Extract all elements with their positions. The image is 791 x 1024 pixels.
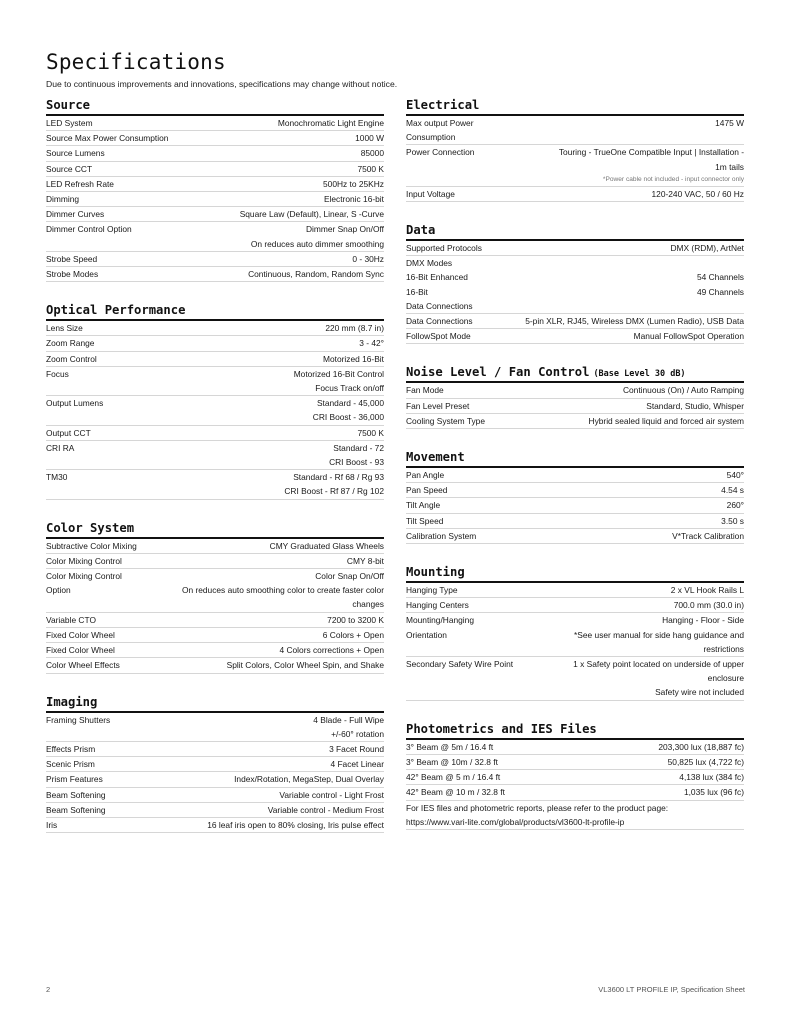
spec-value	[461, 187, 744, 201]
spec-row	[406, 187, 744, 202]
spec-value	[474, 270, 744, 284]
section-title: Source	[46, 97, 384, 116]
spec-row	[46, 628, 384, 643]
spec-value	[102, 613, 384, 627]
spec-row	[406, 529, 744, 544]
spec-label: Fixed Color Wheel	[46, 645, 115, 656]
spec-label: Data Connections	[406, 300, 473, 311]
page-subtitle: Due to continuous improvements and innovations, specifications may change without notice.	[46, 79, 398, 89]
spec-value	[97, 426, 384, 440]
spec-value-line: 540°	[726, 470, 744, 481]
spec-label: Source Max Power Consumption	[46, 133, 169, 144]
spec-row	[46, 352, 384, 367]
spec-row	[406, 299, 744, 314]
spec-label: Beam Softening	[46, 804, 106, 815]
spec-label: Beam Softening	[46, 789, 106, 800]
spec-value	[112, 788, 384, 802]
spec-row	[406, 583, 744, 598]
section-title: Color System	[46, 520, 384, 539]
spec-value-line: 16 leaf iris open to 80% closing, Iris pulse effect	[207, 819, 384, 830]
spec-value-line: 1 x Safety point located on underside of upper	[573, 659, 744, 670]
spec-row	[46, 162, 384, 177]
spec-label: Fan Mode	[406, 385, 444, 396]
ies-note-text: For IES files and photometric reports, please refer to the product page:	[406, 802, 669, 813]
spec-label: 42° Beam @ 5 m / 16.4 ft	[406, 772, 501, 783]
spec-row	[406, 755, 744, 770]
spec-label: Framing Shutters	[46, 714, 111, 725]
spec-row	[46, 146, 384, 161]
spec-value-line: 1,035 lux (96 fc)	[683, 787, 744, 798]
spec-table	[46, 116, 384, 282]
spec-label: 16-Bit Enhanced	[406, 272, 468, 283]
spec-label: Prism Features	[46, 774, 103, 785]
section-mounting	[406, 564, 744, 701]
spec-value	[506, 770, 744, 784]
spec-label: Dimming	[46, 194, 80, 205]
spec-row	[406, 514, 744, 529]
spec-row	[406, 598, 744, 613]
spec-table	[406, 116, 744, 202]
spec-value	[477, 329, 744, 343]
section-optical-performance	[46, 302, 384, 499]
spec-label: LED Refresh Rate	[46, 178, 114, 189]
spec-value-line: 700.0 mm (30.0 in)	[673, 600, 744, 611]
spec-value	[85, 192, 384, 206]
section-title-note: (Base Level 30 dB)	[593, 369, 686, 380]
spec-label: DMX Modes	[406, 258, 453, 269]
spec-value	[138, 222, 384, 250]
section-title	[406, 364, 744, 383]
spec-label: Strobe Speed	[46, 253, 98, 264]
spec-value-line: 50,825 lux (4,722 fc)	[667, 756, 744, 767]
spec-row	[406, 383, 744, 398]
spec-row	[46, 613, 384, 628]
spec-value	[89, 321, 384, 335]
spec-label: Zoom Control	[46, 353, 97, 364]
spec-value-line: Electronic 16-bit	[323, 194, 384, 205]
spec-value-line: 1m tails	[715, 161, 744, 172]
spec-value-line	[458, 256, 744, 270]
spec-row	[406, 116, 744, 145]
spec-label: Data Connections	[406, 316, 473, 327]
spec-table	[46, 321, 384, 499]
spec-row	[46, 177, 384, 192]
spec-row	[406, 770, 744, 785]
spec-value-line	[479, 299, 744, 313]
spec-value	[520, 657, 744, 700]
spec-label: Output Lumens	[46, 398, 104, 409]
spec-row	[46, 643, 384, 658]
spec-value-line: Split Colors, Color Wheel Spin, and Shake	[226, 660, 384, 671]
spec-value	[111, 146, 384, 160]
spec-value	[120, 177, 384, 191]
spec-label: Hanging Centers	[406, 600, 469, 611]
spec-label: Tilt Speed	[406, 515, 444, 526]
spec-row	[46, 267, 384, 282]
spec-row	[406, 740, 744, 755]
spec-label: Mounting/Hanging Orientation	[406, 615, 474, 640]
spec-row	[406, 241, 744, 256]
spec-value-line: 0 - 30Hz	[352, 253, 384, 264]
spec-value-line: 2 x VL Hook Rails L	[670, 585, 744, 596]
spec-value-line: Focus Track on/off	[315, 383, 384, 394]
spec-value-line: 7500 K	[357, 427, 384, 438]
spec-value-line: 4,138 lux (384 fc)	[679, 772, 744, 783]
spec-footnote: *Power cable not included - input connector only	[602, 175, 744, 183]
spec-value	[504, 755, 744, 769]
spec-label: Option	[46, 585, 71, 596]
spec-label: Focus	[46, 368, 69, 379]
spec-value-line: Monochromatic Light Engine	[277, 118, 384, 128]
spec-value-line: Continuous, Random, Random Sync	[248, 269, 384, 280]
spec-row	[46, 222, 384, 251]
left-column	[46, 97, 384, 853]
section-movement	[406, 449, 744, 544]
spec-label: Strobe Modes	[46, 269, 99, 280]
spec-value	[479, 299, 744, 313]
document-title: VL3600 LT PROFILE IP, Specification Sheet	[598, 985, 745, 994]
spec-value	[121, 643, 384, 657]
spec-row	[406, 498, 744, 513]
spec-label: Zoom Range	[46, 338, 95, 349]
section-title: Mounting	[406, 564, 744, 583]
spec-table	[406, 468, 744, 544]
spec-row	[46, 539, 384, 554]
spec-value-line: DMX (RDM), ArtNet	[670, 243, 744, 254]
spec-row	[406, 145, 744, 186]
spec-value-line: 7500 K	[357, 163, 384, 174]
spec-label: Iris	[46, 819, 58, 830]
spec-value-line: 1475 W	[715, 118, 744, 128]
spec-row	[46, 818, 384, 833]
spec-label: Subtractive Color Mixing	[46, 540, 137, 551]
spec-label: Variable CTO	[46, 614, 96, 625]
spec-value-line: Variable control - Medium Frost	[267, 804, 384, 815]
spec-value	[475, 399, 744, 413]
spec-table	[406, 241, 744, 344]
spec-row	[46, 367, 384, 396]
spec-row	[406, 414, 744, 429]
spec-label: Color Mixing Control	[46, 555, 122, 566]
spec-label: 3° Beam @ 5m / 16.4 ft	[406, 741, 494, 752]
spec-row	[46, 321, 384, 336]
spec-row	[46, 569, 384, 583]
spec-value	[511, 785, 744, 799]
spec-label: Effects Prism	[46, 743, 96, 754]
section-photometrics	[406, 721, 744, 830]
spec-row	[46, 803, 384, 818]
spec-label: Scenic Prism	[46, 759, 95, 770]
spec-table	[46, 539, 384, 674]
spec-value	[450, 383, 744, 397]
spec-value	[112, 803, 384, 817]
spec-value-line: 4.54 s	[721, 485, 744, 496]
spec-label: Hanging Type	[406, 585, 458, 596]
right-column	[406, 97, 744, 850]
spec-label: Secondary Safety Wire Point	[406, 659, 514, 670]
spec-value-line: Continuous (On) / Auto Ramping	[622, 385, 744, 396]
spec-row	[46, 554, 384, 569]
spec-value-line: changes	[352, 599, 384, 610]
spec-label: Tilt Angle	[406, 500, 441, 511]
spec-value	[458, 256, 744, 270]
spec-value-line: Color Snap On/Off	[315, 571, 384, 582]
spec-row	[46, 742, 384, 757]
spec-value-line: 3 - 42°	[359, 338, 384, 349]
spec-value	[128, 554, 384, 568]
spec-value	[128, 569, 384, 583]
spec-value	[479, 314, 744, 328]
spec-row	[406, 399, 744, 414]
spec-value	[101, 757, 384, 771]
spec-value-line: 1000 W	[355, 133, 384, 144]
spec-label: Fixed Color Wheel	[46, 629, 115, 640]
spec-value-line: 120-240 VAC, 50 / 60 Hz	[651, 188, 744, 199]
spec-row	[46, 207, 384, 222]
page-title: Specifications	[46, 50, 226, 74]
spec-value-line: On reduces auto dimmer smoothing	[250, 238, 384, 249]
spec-value-line: CRI Boost - 36,000	[312, 412, 384, 423]
spec-row	[46, 116, 384, 131]
spec-row	[46, 583, 384, 612]
spec-value-line: Dimmer Snap On/Off	[305, 224, 384, 235]
ies-note	[406, 801, 744, 830]
spec-value-line: Standard - Rf 68 / Rg 93	[293, 472, 384, 483]
spec-value-line: Manual FollowSpot Operation	[633, 331, 744, 342]
spec-table	[406, 583, 744, 701]
spec-label: Source Lumens	[46, 148, 105, 159]
spec-table	[406, 383, 744, 429]
spec-label: Pan Angle	[406, 470, 445, 481]
spec-value-line: 3.50 s	[721, 515, 744, 526]
spec-label: LED System	[46, 118, 93, 128]
spec-row	[46, 252, 384, 267]
spec-value	[520, 116, 744, 130]
spec-value-line: Standard - 45,000	[316, 398, 384, 409]
spec-value-line: 54 Channels	[696, 272, 744, 283]
spec-label: Output CCT	[46, 427, 91, 438]
spec-value-line: Index/Rotation, MegaStep, Dual Overlay	[234, 774, 384, 785]
spec-value	[109, 772, 384, 786]
spec-label: Fan Level Preset	[406, 400, 470, 411]
spec-value	[499, 740, 744, 754]
spec-value-line: 4 Colors corrections + Open	[279, 645, 384, 656]
spec-value-line: 500Hz to 25KHz	[323, 178, 384, 189]
spec-row	[406, 256, 744, 270]
section-title: Optical Performance	[46, 302, 384, 321]
spec-label: Power Connection	[406, 147, 475, 158]
spec-value	[75, 367, 384, 395]
section-color-system	[46, 520, 384, 674]
spec-label: Pan Speed	[406, 485, 448, 496]
spec-label: 16-Bit	[406, 286, 428, 297]
spec-label: Input Voltage	[406, 188, 455, 199]
spec-row	[46, 426, 384, 441]
spec-row	[406, 314, 744, 329]
spec-table	[46, 713, 384, 834]
spec-value-line: 85000	[360, 148, 384, 159]
section-electrical	[406, 97, 744, 202]
spec-value-line: CRI Boost - Rf 87 / Rg 102	[284, 486, 384, 497]
spec-row	[406, 785, 744, 800]
spec-value-line: 5-pin XLR, RJ45, Wireless DMX (Lumen Radio), USB Data	[525, 316, 744, 327]
spec-value	[450, 468, 744, 482]
spec-value	[446, 498, 744, 512]
spec-value-line: Square Law (Default), Linear, S -Curve	[239, 209, 384, 220]
spec-value	[475, 598, 744, 612]
section-title-text: Noise Level / Fan Control	[406, 365, 590, 380]
spec-value	[103, 352, 384, 366]
spec-value-line: On reduces auto smoothing color to create faster color	[181, 585, 384, 596]
spec-value	[491, 414, 744, 428]
spec-value	[453, 483, 744, 497]
spec-value-line: 49 Channels	[696, 286, 744, 297]
spec-value-line: V*Track Calibration	[672, 530, 744, 541]
spec-value	[103, 252, 384, 266]
spec-value-line: Hanging - Floor - Side	[662, 615, 744, 626]
spec-value	[80, 441, 384, 469]
spec-value-line: CRI Boost - 93	[329, 457, 384, 468]
spec-label: 3° Beam @ 10m / 32.8 ft	[406, 756, 498, 767]
section-imaging	[46, 694, 384, 834]
product-page-link[interactable]: https://www.vari-lite.com/global/products/vl3600-lt-profile-ip	[406, 816, 625, 827]
spec-value	[73, 470, 384, 498]
section-title: Movement	[406, 449, 744, 468]
spec-value	[98, 162, 384, 176]
spec-value-line: 6 Colors + Open	[322, 629, 384, 640]
spec-value-line: 260°	[726, 500, 744, 511]
spec-label: Dimmer Curves	[46, 209, 105, 220]
spec-value	[104, 267, 384, 281]
spec-label: Calibration System	[406, 530, 477, 541]
section-title: Electrical	[406, 97, 744, 116]
spec-value-line: 7200 to 3200 K	[327, 614, 384, 625]
spec-value-line: restrictions	[703, 643, 744, 654]
spec-value-line: Standard, Studio, Whisper	[646, 400, 744, 411]
section-title: Photometrics and IES Files	[406, 721, 744, 740]
spec-value	[482, 529, 744, 543]
spec-row	[406, 483, 744, 498]
spec-row	[46, 131, 384, 146]
spec-value-line: 4 Blade - Full Wipe	[313, 714, 384, 725]
spec-row	[46, 772, 384, 787]
spec-label: Lens Size	[46, 323, 83, 334]
spec-label: Max output Power Consumption	[406, 118, 474, 143]
spec-value-line: CMY Graduated Glass Wheels	[269, 540, 384, 551]
spec-value-line: 4 Facet Linear	[330, 759, 384, 770]
spec-value	[77, 583, 384, 611]
spec-value-line: 220 mm (8.7 in)	[325, 323, 384, 334]
spec-value	[100, 336, 384, 350]
spec-row	[46, 336, 384, 351]
spec-row	[406, 613, 744, 657]
spec-value	[143, 539, 384, 553]
spec-row	[46, 658, 384, 673]
spec-row	[46, 396, 384, 425]
spec-row	[46, 441, 384, 470]
spec-value	[110, 207, 384, 221]
spec-value	[480, 145, 744, 185]
spec-label: Supported Protocols	[406, 243, 482, 254]
spec-row	[46, 757, 384, 772]
spec-value	[464, 583, 744, 597]
spec-value	[488, 241, 744, 255]
spec-value-line: +/-60° rotation	[331, 728, 384, 739]
spec-label: Source CCT	[46, 163, 93, 174]
spec-value	[109, 396, 384, 424]
spec-value	[63, 818, 384, 832]
spec-label: Dimmer Control Option	[46, 224, 132, 235]
spec-label: TM30	[46, 472, 68, 483]
spec-label: Color Mixing Control	[46, 571, 122, 582]
spec-value-line: Motorized 16-Bit Control	[293, 368, 384, 379]
spec-value-line: enclosure	[707, 673, 744, 684]
spec-value-line: Touring - TrueOne Compatible Input | Installation -	[558, 147, 744, 158]
section-title: Imaging	[46, 694, 384, 713]
spec-value-line: CMY 8-bit	[346, 555, 384, 566]
section-title: Data	[406, 222, 744, 241]
spec-label: Color Wheel Effects	[46, 660, 120, 671]
spec-value	[520, 613, 744, 656]
spec-row	[46, 788, 384, 803]
spec-value	[116, 713, 384, 741]
spec-row	[406, 270, 744, 284]
spec-label: Cooling System Type	[406, 415, 485, 426]
spec-row	[406, 329, 744, 344]
page-number: 2	[46, 985, 51, 994]
spec-row	[46, 713, 384, 742]
spec-row	[406, 657, 744, 701]
section-noise-level	[406, 364, 744, 429]
spec-value	[434, 285, 744, 299]
spec-value	[121, 628, 384, 642]
spec-label: CRI RA	[46, 442, 75, 453]
spec-label: FollowSpot Mode	[406, 331, 471, 342]
spec-value	[449, 514, 744, 528]
spec-value-line: Variable control - Light Frost	[279, 789, 384, 800]
spec-value-line: 3 Facet Round	[329, 743, 384, 754]
spec-row	[46, 192, 384, 207]
spec-value	[126, 658, 384, 672]
spec-row	[46, 470, 384, 499]
spec-value	[99, 116, 384, 130]
spec-value-line: Safety wire not included	[655, 687, 744, 698]
spec-value-line: Hybrid sealed liquid and forced air system	[588, 415, 744, 426]
spec-label: 42° Beam @ 10 m / 32.8 ft	[406, 787, 505, 798]
spec-value	[174, 131, 384, 145]
spec-value-line: 203,300 lux (18,887 fc)	[658, 741, 744, 752]
spec-row	[406, 468, 744, 483]
spec-table	[406, 740, 744, 801]
section-data	[406, 222, 744, 344]
spec-value-line: Standard - 72	[333, 442, 384, 453]
section-source	[46, 97, 384, 282]
spec-value	[101, 742, 384, 756]
spec-row	[406, 285, 744, 299]
spec-value-line: Motorized 16-Bit	[323, 353, 384, 364]
spec-value-line: *See user manual for side hang guidance and	[574, 629, 744, 640]
